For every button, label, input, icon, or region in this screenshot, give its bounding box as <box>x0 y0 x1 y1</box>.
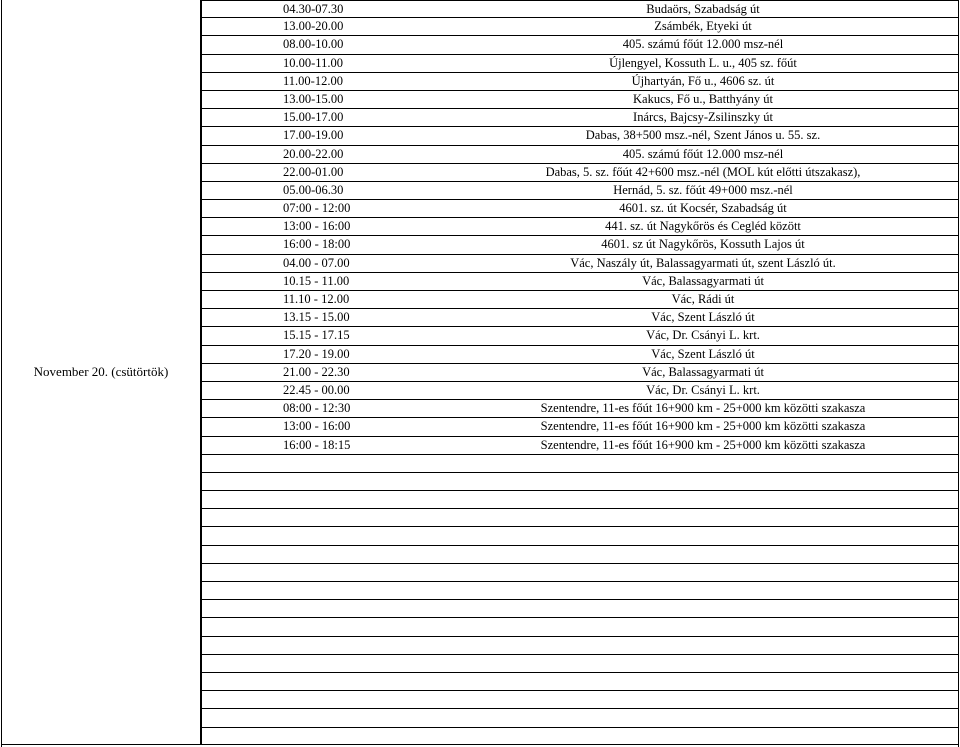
table-row[interactable] <box>201 509 958 527</box>
time-cell: 15.15 - 17.15 <box>283 328 350 343</box>
table-row[interactable] <box>201 36 958 54</box>
location-cell <box>453 600 953 617</box>
time-cell <box>283 491 453 508</box>
time-cell: 08:00 - 12:30 <box>283 401 351 416</box>
table-row[interactable] <box>201 400 958 418</box>
table-row[interactable] <box>201 437 958 455</box>
location-cell: Vác, Szent László út <box>651 310 755 325</box>
time-cell: 22.45 - 00.00 <box>283 382 350 397</box>
location-cell: Vác, Balassagyarmati út <box>642 273 764 288</box>
table-row[interactable] <box>201 146 958 164</box>
table-row[interactable] <box>201 491 958 509</box>
time-cell <box>283 527 453 544</box>
table-row[interactable] <box>201 218 958 236</box>
location-cell: 4601. sz út Nagykőrös, Kossuth Lajos út <box>601 237 805 252</box>
time-cell: 17.00-19.00 <box>283 128 344 143</box>
location-cell <box>453 618 953 635</box>
time-cell: 13.00-15.00 <box>283 91 344 106</box>
time-cell <box>283 655 453 672</box>
table-row[interactable] <box>201 600 958 618</box>
location-cell: Kakucs, Fő u., Batthyány út <box>633 91 773 106</box>
location-cell <box>453 637 953 654</box>
location-cell: Vác, Rádi út <box>671 292 735 306</box>
time-cell <box>283 709 453 726</box>
time-cell: 21.00 - 22.30 <box>283 364 350 379</box>
table-row[interactable] <box>201 55 958 73</box>
time-cell: 04.00 - 07.00 <box>283 255 350 270</box>
table-row[interactable] <box>201 346 958 364</box>
location-cell: Inárcs, Bajcsy-Zsilinszky út <box>633 110 773 125</box>
table-row[interactable] <box>201 582 958 600</box>
table-row[interactable] <box>201 418 958 436</box>
table-row[interactable] <box>201 73 958 91</box>
time-cell: 16:00 - 18:15 <box>283 437 351 452</box>
location-cell: 405. számú főút 12.000 msz-nél <box>622 37 784 52</box>
location-cell: 405. számú főút 12.000 msz-nél <box>622 146 784 161</box>
table-row[interactable] <box>201 655 958 673</box>
table-row[interactable] <box>201 127 958 145</box>
time-cell: 17.20 - 19.00 <box>283 346 350 361</box>
table-row[interactable] <box>201 455 958 473</box>
table-row[interactable] <box>201 236 958 254</box>
table-row[interactable] <box>201 182 958 200</box>
location-cell <box>453 491 953 508</box>
location-cell <box>453 473 953 490</box>
table-row[interactable] <box>201 109 958 127</box>
time-cell <box>283 509 453 526</box>
time-cell: 13:00 - 16:00 <box>283 219 351 234</box>
table-row[interactable] <box>201 691 958 709</box>
location-cell: Újhartyán, Fő u., 4606 sz. út <box>631 73 775 88</box>
location-cell: Vác, Szent László út <box>651 346 755 361</box>
table-row[interactable] <box>201 709 958 727</box>
time-cell <box>283 673 453 690</box>
table-row[interactable] <box>201 18 958 36</box>
table-row[interactable] <box>201 637 958 655</box>
day-cell[interactable] <box>2 0 201 744</box>
time-cell <box>283 582 453 599</box>
location-cell: 4601. sz. út Kocsér, Szabadság út <box>619 201 787 216</box>
table-row[interactable] <box>201 273 958 291</box>
table-row[interactable] <box>201 382 958 400</box>
location-cell <box>453 546 953 563</box>
time-cell: 11.10 - 12.00 <box>283 292 350 306</box>
time-cell <box>283 546 453 563</box>
table-row[interactable] <box>201 364 958 382</box>
location-cell <box>453 509 953 526</box>
table-row[interactable] <box>201 164 958 182</box>
table-row[interactable] <box>201 546 958 564</box>
time-cell: 15.00-17.00 <box>283 110 344 125</box>
location-cell: Vác, Balassagyarmati út <box>642 364 764 379</box>
location-cell: Dabas, 5. sz. főút 42+600 msz.-nél (MOL kút előtti útszakasz), <box>545 164 861 179</box>
time-cell <box>283 455 453 472</box>
table-row[interactable] <box>201 673 958 691</box>
table-row[interactable] <box>201 200 958 218</box>
table-row[interactable] <box>201 527 958 545</box>
location-cell <box>453 582 953 599</box>
location-cell <box>453 673 953 690</box>
time-cell: 10.15 - 11.00 <box>283 273 350 288</box>
table-row[interactable] <box>201 255 958 273</box>
time-cell: 13.00-20.00 <box>283 19 344 34</box>
location-cell <box>453 655 953 672</box>
location-cell: Szentendre, 11-es főút 16+900 km - 25+000 km közötti szakasza <box>540 419 866 434</box>
time-cell <box>283 691 453 708</box>
time-cell <box>283 473 453 490</box>
location-cell: Hernád, 5. sz. főút 49+000 msz.-nél <box>613 182 793 197</box>
location-cell <box>453 455 953 472</box>
location-cell: Újlengyel, Kossuth L. u., 405 sz. főút <box>609 55 797 70</box>
time-cell: 13:00 - 16:00 <box>283 419 351 434</box>
table-row[interactable] <box>201 618 958 636</box>
day-label: November 20. (csütörtök) <box>33 364 169 379</box>
location-cell: Zsámbék, Etyeki út <box>654 19 752 34</box>
location-cell <box>453 527 953 544</box>
table-row[interactable] <box>201 309 958 327</box>
table-row[interactable] <box>201 327 958 345</box>
time-cell: 07:00 - 12:00 <box>283 201 351 216</box>
time-cell: 11.00-12.00 <box>283 73 343 88</box>
table-row[interactable] <box>201 564 958 582</box>
location-cell: 441. sz. út Nagykőrös és Cegléd között <box>605 219 801 234</box>
table-row[interactable] <box>201 91 958 109</box>
sheet-right-border <box>958 0 959 747</box>
time-cell: 13.15 - 15.00 <box>283 310 350 325</box>
sheet-bottom-border <box>1 744 959 745</box>
time-cell: 04.30-07.30 <box>283 2 344 16</box>
time-cell: 16:00 - 18:00 <box>283 237 351 252</box>
time-cell: 20.00-22.00 <box>283 146 344 161</box>
location-cell <box>453 691 953 708</box>
location-cell: Szentendre, 11-es főút 16+900 km - 25+000 km közötti szakasza <box>540 437 866 452</box>
time-cell <box>283 600 453 617</box>
time-cell: 10.00-11.00 <box>283 55 343 70</box>
location-cell: Vác, Naszály út, Balassagyarmati út, szent László út. <box>570 255 836 270</box>
location-cell <box>453 709 953 726</box>
location-cell: Budaörs, Szabadság út <box>646 2 760 16</box>
table-row[interactable] <box>201 0 958 18</box>
schedule-table <box>201 0 958 728</box>
table-row[interactable] <box>201 473 958 491</box>
location-cell <box>453 564 953 581</box>
location-cell: Vác, Dr. Csányi L. krt. <box>646 382 760 397</box>
time-cell <box>283 618 453 635</box>
location-cell: Dabas, 38+500 msz.-nél, Szent János u. 55. sz. <box>585 128 821 143</box>
time-cell: 05.00-06.30 <box>283 182 344 197</box>
table-row[interactable] <box>201 291 958 309</box>
time-cell: 22.00-01.00 <box>283 164 344 179</box>
location-cell: Vác, Dr. Csányi L. krt. <box>646 328 760 343</box>
time-cell <box>283 564 453 581</box>
location-cell: Szentendre, 11-es főút 16+900 km - 25+000 km közötti szakasza <box>540 401 866 416</box>
time-cell <box>283 637 453 654</box>
time-cell: 08.00-10.00 <box>283 37 344 52</box>
